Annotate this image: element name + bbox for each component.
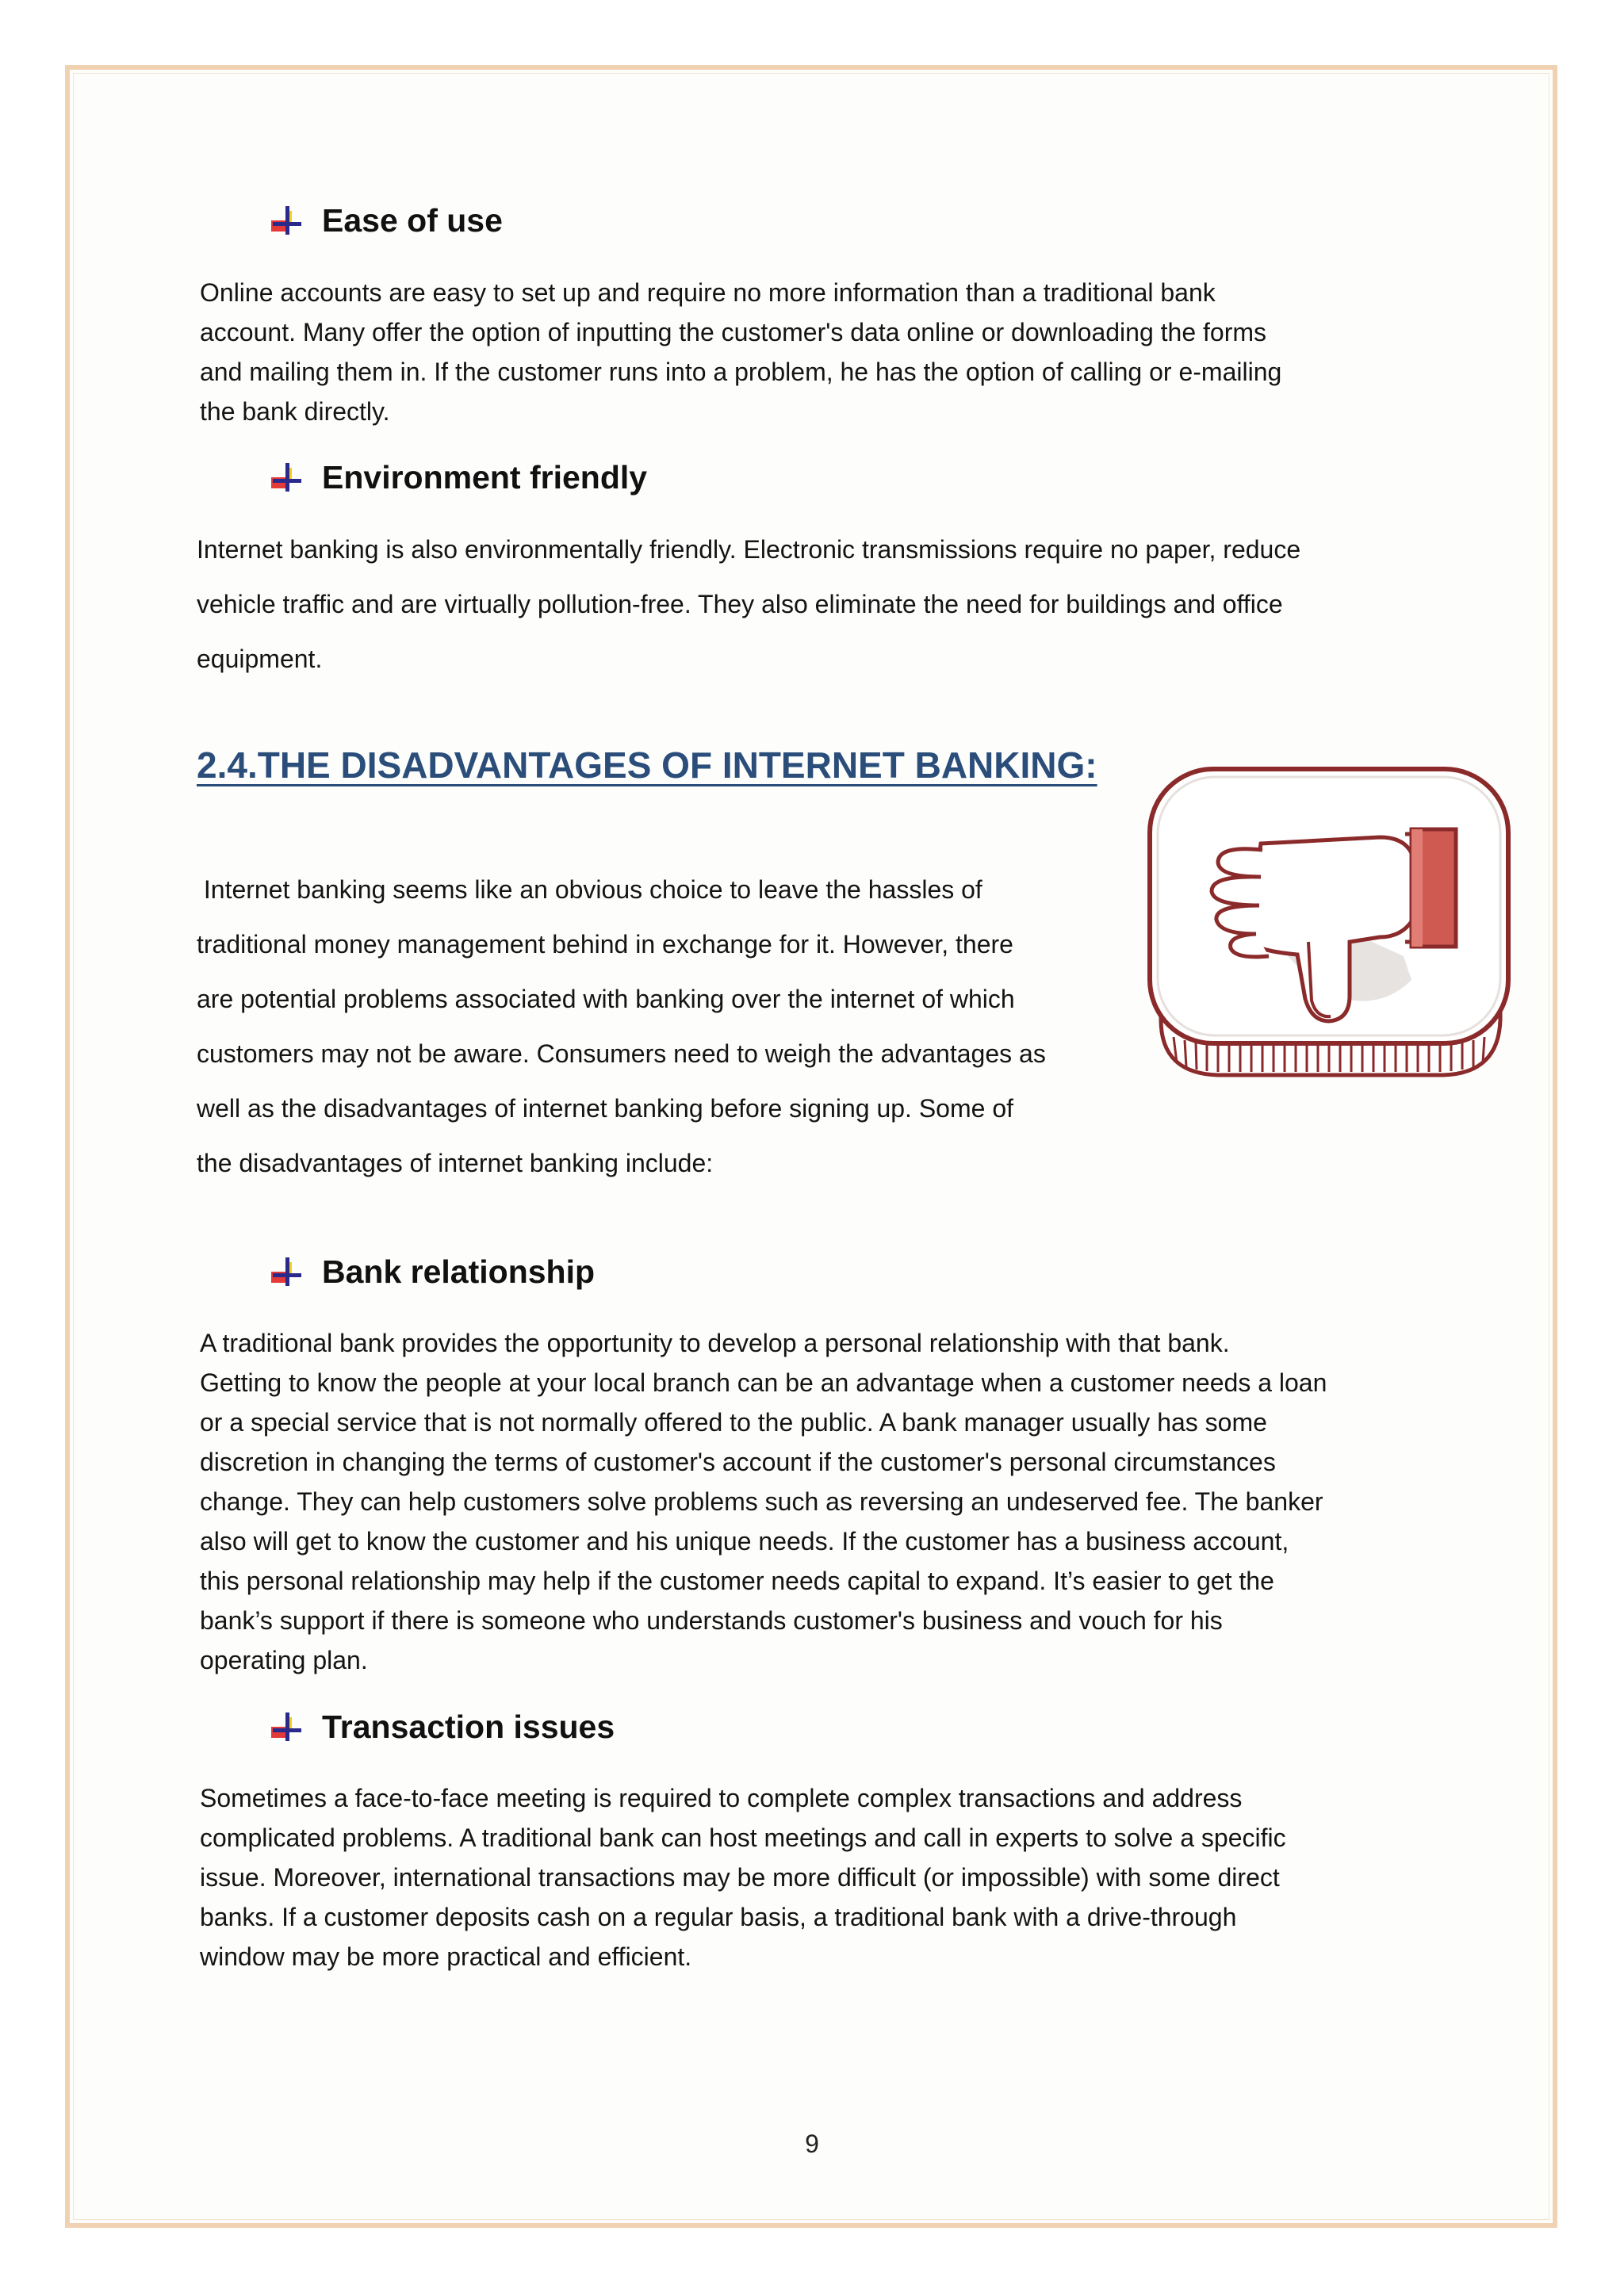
text-line: or a special service that is not normally offered to the public. A bank manager usually has some [200,1408,1267,1437]
text-line: Getting to know the people at your local branch can be an advantage when a customer needs a loan [200,1368,1327,1397]
text-line: change. They can help customers solve problems such as reversing an undeserved fee. The banker [200,1487,1323,1516]
text-line: well as the disadvantages of internet banking before signing up. Some of [197,1094,1013,1123]
text-line: customers may not be aware. Consumers need to weigh the advantages as [197,1039,1046,1068]
text-line: vehicle traffic and are virtually pollution-free. They also eliminate the need for buildings and office [197,590,1283,618]
text-line: also will get to know the customer and his unique needs. If the customer has a business account, [200,1527,1289,1556]
text-line: Online accounts are easy to set up and require no more information than a traditional bank [200,278,1216,307]
heading-ease-of-use [270,197,503,244]
text-line: the bank directly. [200,397,390,426]
section-title: 2.4.THE DISADVANTAGES OF INTERNET BANKING: [197,744,1097,786]
text-line: banks. If a customer deposits cash on a regular basis, a traditional bank with a drive-through [200,1903,1237,1931]
paragraph-bank-relationship [200,1323,1437,1680]
plus-bullet-icon [270,203,304,238]
text-line: discretion in changing the terms of customer's account if the customer's personal circumstances [200,1448,1276,1476]
text-line: A traditional bank provides the opportunity to develop a personal relationship with that bank. [200,1329,1230,1357]
text-line: window may be more practical and efficient. [200,1942,692,1971]
text-line: account. Many offer the option of inputting the customer's data online or downloading the forms [200,318,1266,346]
text-line: complicated problems. A traditional bank can host meetings and call in experts to solve a specific [200,1823,1286,1852]
plus-bullet-icon [270,1709,304,1744]
text-line: the disadvantages of internet banking include: [197,1149,714,1177]
heading-transaction-issues [270,1703,615,1751]
heading-text: Environment friendly [322,458,648,496]
paragraph-environment-friendly [197,522,1434,687]
text-line: traditional money management behind in exchange for it. However, there [197,930,1013,959]
paragraph-ease-of-use [200,273,1437,431]
text-line: Internet banking seems like an obvious choice to leave the hassles of [197,875,982,904]
heading-text: Bank relationship [322,1253,596,1290]
paragraph-disadvantages [197,863,1434,1191]
text-line: operating plan. [200,1646,368,1674]
text-line: Internet banking is also environmentally friendly. Electronic transmissions require no paper, reduce [197,535,1301,564]
text-line: are potential problems associated with banking over the internet of which [197,985,1015,1013]
text-line: equipment. [197,645,323,673]
heading-text: Ease of use [322,201,503,239]
page-number: 9 [805,2130,819,2158]
text-line: bank’s support if there is someone who understands customer's business and vouch for his [200,1606,1223,1635]
plus-bullet-icon [270,460,304,495]
text-line: Sometimes a face-to-face meeting is required to complete complex transactions and address [200,1784,1243,1812]
text-line: issue. Moreover, international transactions may be more difficult (or impossible) with some direct [200,1863,1280,1892]
heading-bank-relationship [270,1248,595,1295]
plus-bullet-icon [270,1254,304,1289]
heading-text: Transaction issues [322,1708,615,1745]
text-line: this personal relationship may help if the customer needs capital to expand. It’s easier to get the [200,1567,1274,1595]
text-line: and mailing them in. If the customer runs into a problem, he has the option of calling or e-mailing [200,358,1282,386]
heading-environment-friendly [270,453,647,501]
paragraph-transaction-issues [200,1778,1437,1976]
